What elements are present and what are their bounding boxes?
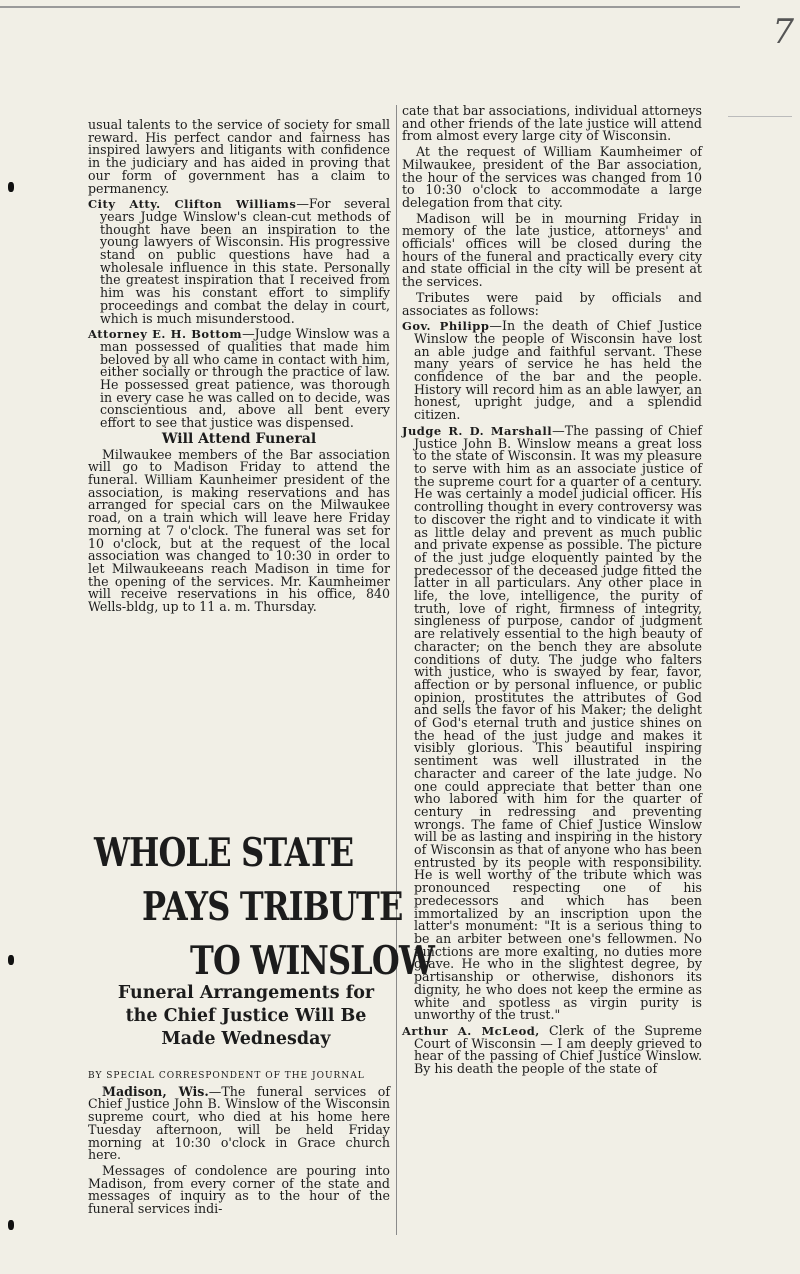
margin-mark xyxy=(8,955,14,965)
byline: BY SPECIAL CORRESPONDENT OF THE JOURNAL xyxy=(88,1071,365,1081)
margin-note xyxy=(728,116,792,145)
headline-line: PAYS TRIBUTE xyxy=(142,884,403,930)
tribute-marshall xyxy=(402,422,702,1023)
paragraph: Milwaukee members of the Bar association will go to Madison Friday to attend the funeral. William Kaunheimer president of the association, is making reservations and has arranged for special cars on the Milwaukee road, on a train which will leave here Friday morning at 7 o'clock. The funeral was set for 10 o'clock, but at the request of the local association was changed to 10:30 in order to let Milwaukeeans reach Madison in time for the opening of the services. Mr. Kaumheimer will receive reservations in his office, 840 Wells-bldg, up to 11 a. m. Thursday. xyxy=(88,446,390,615)
paragraph: At the request of William Kaumheimer of Milwaukee, president of the Bar association, the hour of the services was changed from 10 to 10:30 o'clock to accommodate a large delegation from that city. xyxy=(402,144,702,210)
column-rule xyxy=(396,105,397,1235)
tribute-williams xyxy=(88,198,390,325)
signature: Attorney E. H. Bottom xyxy=(88,327,243,342)
tribute-text: Clerk of the Supreme Court of Wisconsin — I am deeply grieved to hear of the passing of Chief Justice Winslow. By his death the people of the state of xyxy=(414,1022,702,1077)
tribute-philipp xyxy=(402,320,702,422)
margin-mark xyxy=(8,182,14,192)
tribute-mcleod xyxy=(402,1022,702,1077)
headline-line: WHOLE STATE xyxy=(94,830,354,876)
paragraph: Messages of condolence are pouring into Madison, from every corner of the state and messages of inquiry as to the hour of the funeral services indi- xyxy=(88,1162,390,1217)
tribute-text: —For several years Judge Winslow's clean-cut methods of thought have been an inspiration to the young lawyers of Wisconsin. His progressive stand on public questions have had a wholesale influence in this state. Personally the greatest inspiration that I received from him was his constant effort to simplify proceedings and combat the delay in court, which is much misunderstood. xyxy=(100,196,390,326)
top-rule xyxy=(0,6,740,8)
left-column-bottom xyxy=(88,1070,390,1219)
dateline: Madison, Wis. xyxy=(102,1083,209,1099)
left-column-top xyxy=(88,119,390,617)
headline xyxy=(94,826,435,988)
tribute-text: —The passing of Chief Justice John B. Winslow means a great loss to the state of Wisconsin. It was my pleasure to serve with him as an associate justice of the supreme court for a quarter of a century. He was certainly a model judicial officer. His controlling thought in every controversy was to discover the right and to vindicate it with as little delay and prevent as much public and private expense as possible. The picture of the just judge eloquently painted by the predecessor of the deceased judge fitted the latter in all particulars. Any other place in life, the love, intelligence, the purity of truth, love of right, firmness of integrity, singleness of purpose, candor of judgment are relatively essential to the high beauty of character; on the bench they are absolute conditions of duty. The judge who falters with justice, who is swayed by fear, favor, affection or by personal influence, or public opinion, prostitutes the attributes of God and sells the favor of his Maker; the delight of God's eternal truth and justice shines on the head of the just judge and makes it visibly glorious. This beautiful inspiring sentiment was well illustrated in the character and career of the late judge. No one could appreciate that better than one who labored with him for the quarter of century in redressing and preventing wrongs. The fame of Chief Justice Winslow will be as lasting and inspiring in the history of Wisconsin as that of anyone who has been entrusted by its people with responsibility. He is well worthy of the tribute which was pronounced respecting one of his predecessors and which has been immortalized by an inscription upon the latter's monument: "It is a serious thing to be an arbiter between one's fellowmen. No functions are more exalting, no duties more grave. He who in the slightest degree, by partisanship or otherwise, dishonors its dignity, he who does not keep the ermine as white and spotless as virgin purity is unworthy of the trust." xyxy=(414,422,702,1023)
subhead: Will Attend Funeral xyxy=(161,430,317,447)
page-number: 7 xyxy=(772,12,794,52)
right-column xyxy=(402,105,702,1079)
signature: Gov. Philipp xyxy=(402,319,490,334)
tribute-text: —Judge Winslow was a man possessed of qualities that made him beloved by all who came in contact with him, either socially or through the practice of law. He possessed great patience, was thorough in every case he was called on to decide, was conscientious and, above all bent every effort to see that justice was dispensed. xyxy=(100,326,390,431)
deck: Funeral Arrangements for the Chief Justice Will Be Made Wednesday xyxy=(117,983,375,1049)
tribute-text: —In the death of Chief Justice Winslow the people of Wisconsin have lost an able judge and faithful servant. These many years of service he has held the confidence of the bar and the people. History will record him as an able lawyer, an honest, upright judge, and a splendid citizen. xyxy=(414,318,702,423)
margin-mark xyxy=(8,1220,14,1230)
paragraph: usual talents to the service of society for small reward. His perfect candor and fairness has inspired lawyers and litigants with confidence in the judiciary and has aided in proving that our form of government has a claim to permanency. xyxy=(88,117,390,196)
paragraph: cate that bar associations, individual attorneys and other friends of the late justice will attend from almost every large city of Wisconsin. xyxy=(402,103,702,144)
lead-text: —The funeral services of Chief Justice John B. Winslow of the Wisconsin supreme court, who died at his home here Tuesday afternoon, will be held Friday morning at 10:30 o'clock in Grace church here. xyxy=(88,1083,390,1163)
signature: City Atty. Clifton Williams xyxy=(88,197,297,212)
headline-line: TO WINSLOW xyxy=(190,938,435,984)
paragraph: Madison will be in mourning Friday in memory of the late justice, attorneys' and officials' offices will be closed during the hours of the funeral and practically every city and state official in the city will be present at the services. xyxy=(402,210,702,290)
lead-paragraph xyxy=(88,1083,390,1163)
signature: Arthur A. McLeod, xyxy=(402,1023,540,1038)
signature: Judge R. D. Marshall xyxy=(402,423,553,438)
paragraph: Tributes were paid by officials and associates as follows: xyxy=(402,289,702,318)
tribute-bottom xyxy=(88,328,390,430)
